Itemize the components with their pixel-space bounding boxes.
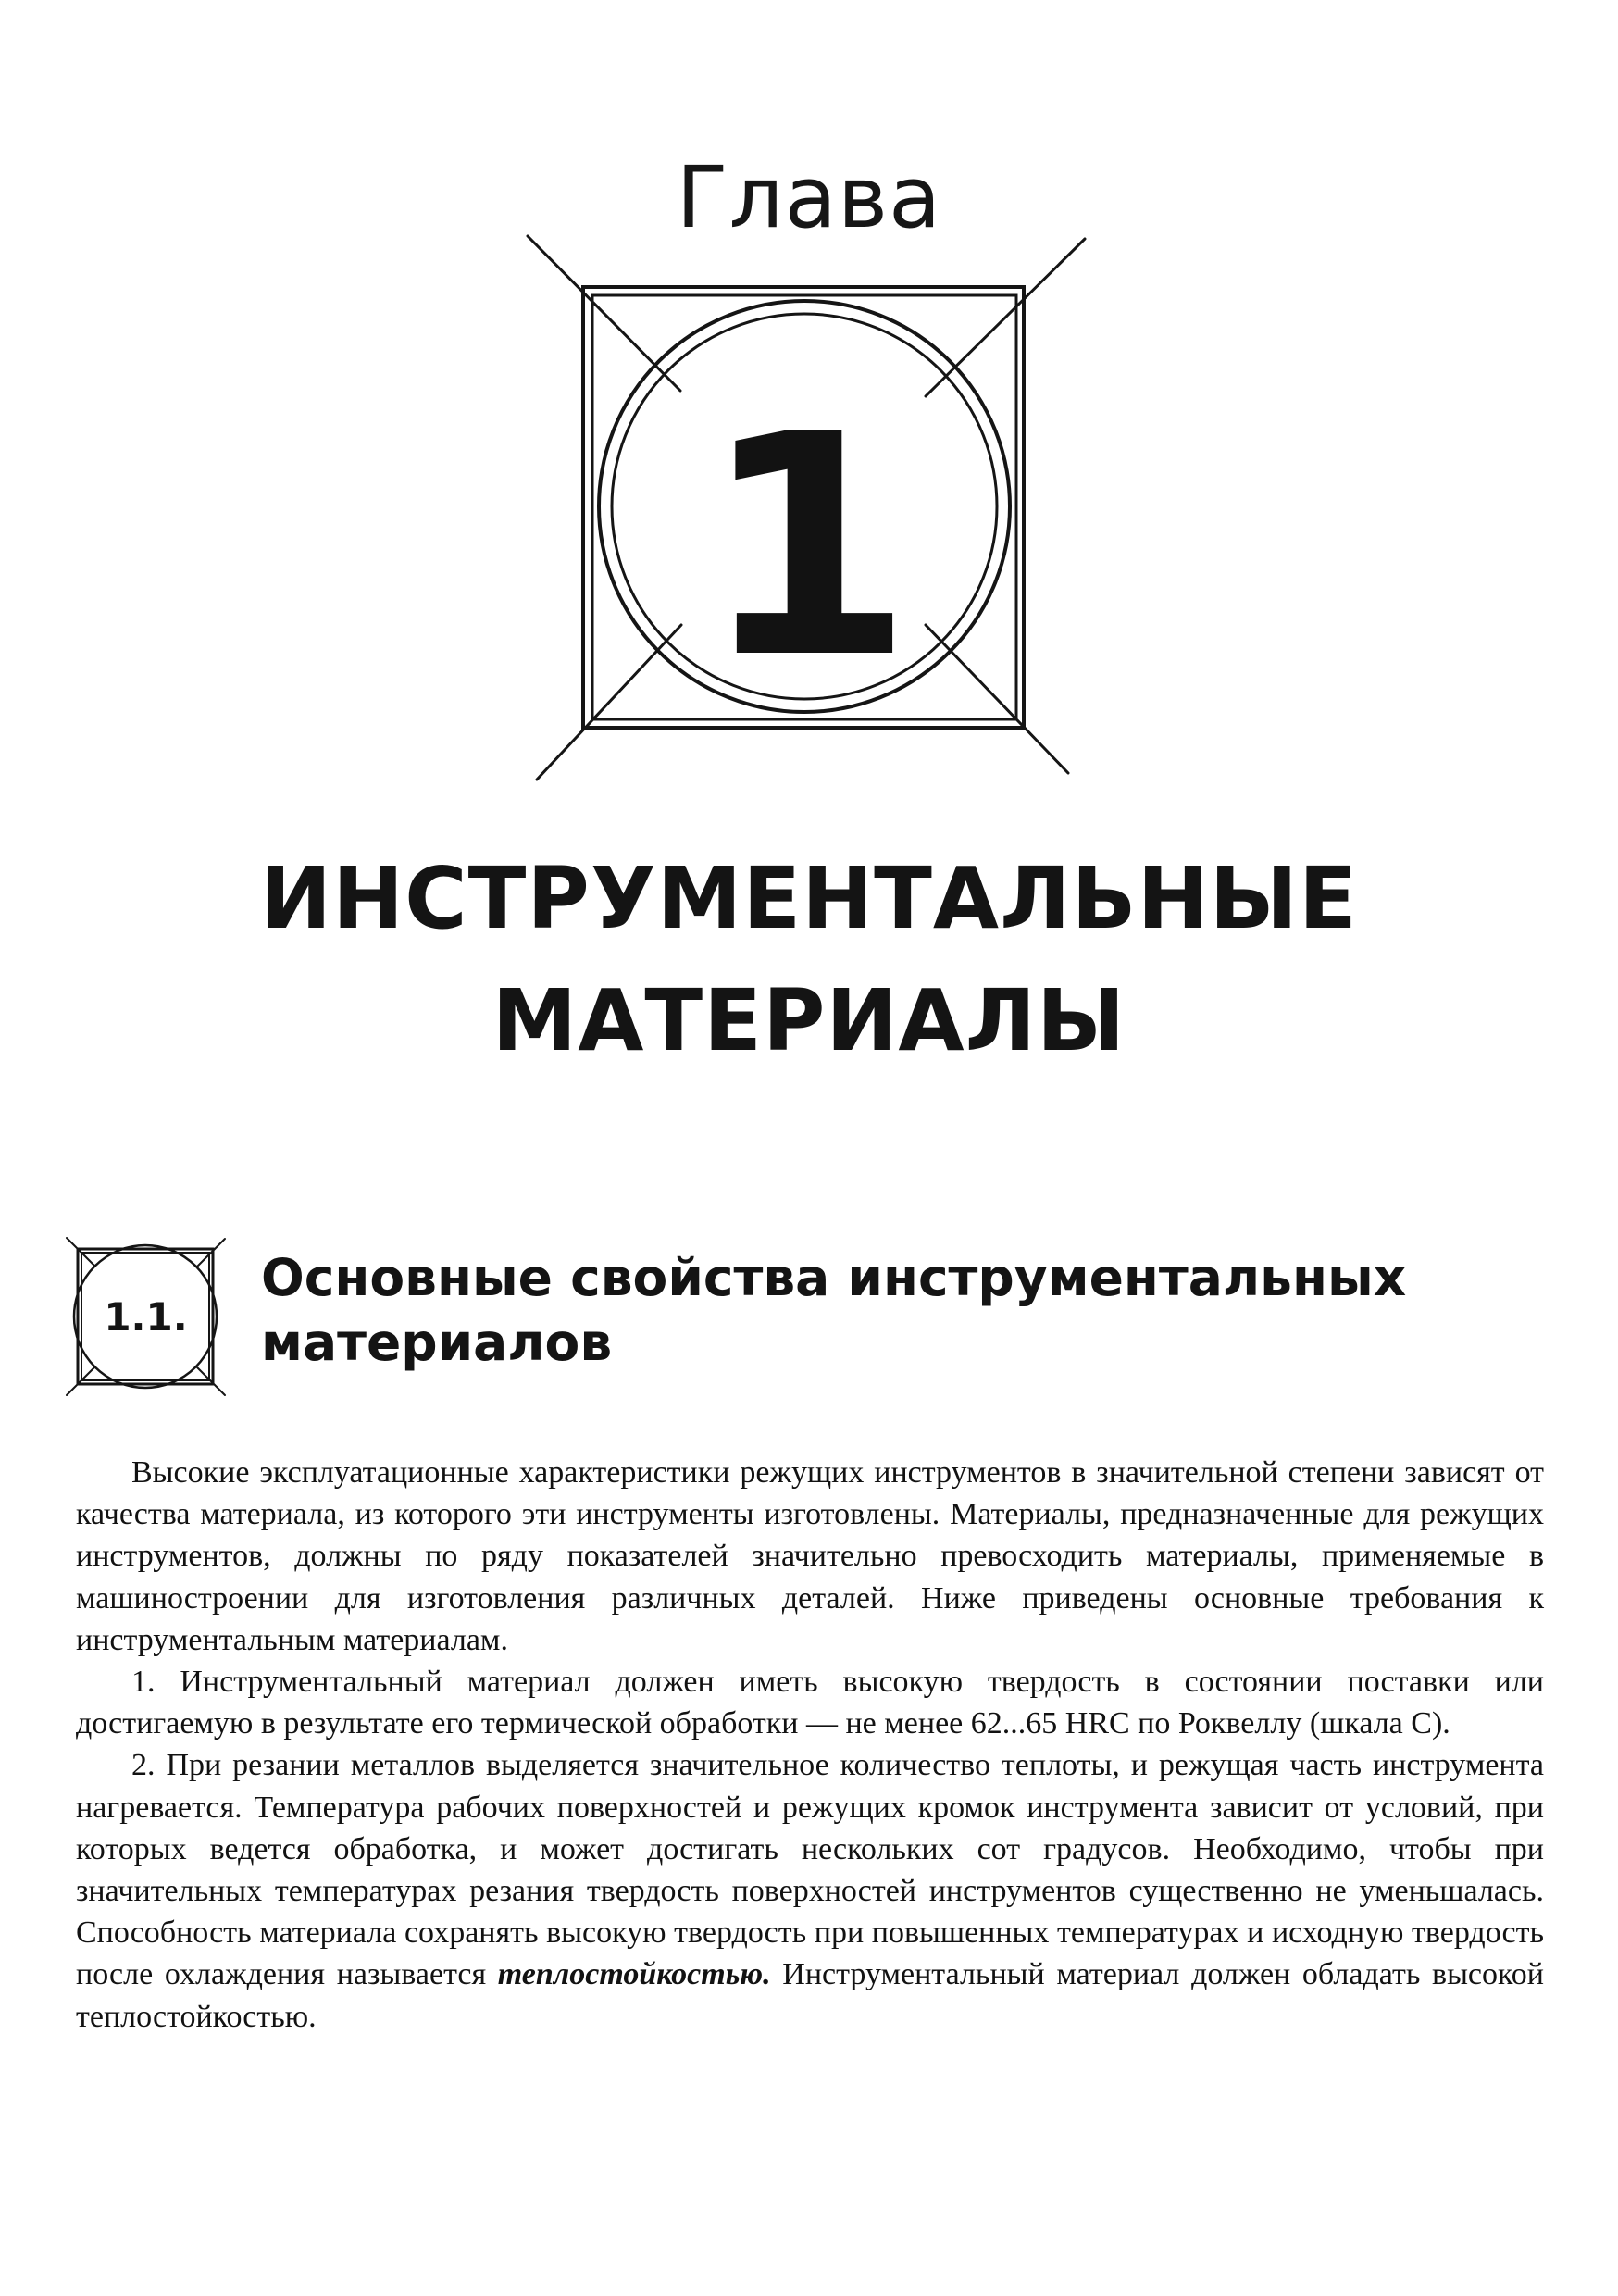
section-title: [261, 1245, 1575, 1375]
paragraph-text: Инструментальный материал должен обладать высокой теплостойкостью.: [76, 1957, 1545, 2034]
chapter-title-line: ИНСТРУМЕНТАЛЬНЫЕ: [260, 849, 1358, 948]
paragraph: Высокие эксплуатационные характеристики режущих инструментов в значительной степени зависят от качества материала, из которого эти инструменты изготовлены. Материалы, предназначенные для режущих инструментов, должны по ряду показателей значительно превосходить материалы, применяемые в машиностроении для изготовления различных деталей. Ниже приведены основные требования к инструментальным материалам.: [76, 1455, 1544, 1657]
paragraph-text: 2. При резании металлов выделяется значительное количество теплоты, и режущая часть инструмента нагревается. Температура рабочих поверхностей и режущих кромок инструмента зависит от условий, при которых ведется обработка, и может достигать нескольких сот градусов. Необходимо, чтобы при значительных температурах резания твердость поверхностей инструментов существенно не уменьшалась. Способность материала сохранять высокую твердость при повышенных температурах и исходную твердость после охлаждения называется: [76, 1748, 1544, 1992]
chapter-title-line: МАТЕРИАЛЫ: [492, 971, 1126, 1070]
section-title-line: материалов: [261, 1313, 613, 1372]
chapter-number-emblem: [518, 231, 1092, 796]
chapter-number: 1: [701, 369, 914, 725]
body-text: [76, 1452, 1544, 2038]
chapter-label: Глава: [676, 148, 942, 247]
term-emphasis: теплостойкостью.: [497, 1957, 771, 1992]
section-number: 1.1.: [104, 1294, 188, 1340]
section-title-line: Основные свойства инструментальных: [261, 1248, 1407, 1307]
paragraph: 1. Инструментальный материал должен иметь высокую твердость в состоянии поставки или достигаемую в результате его термической обработки — не менее 62...65 HRC по Роквеллу (шкала С).: [76, 1665, 1544, 1741]
chapter-title: [0, 838, 1618, 1082]
paragraph: [76, 1744, 1544, 2037]
